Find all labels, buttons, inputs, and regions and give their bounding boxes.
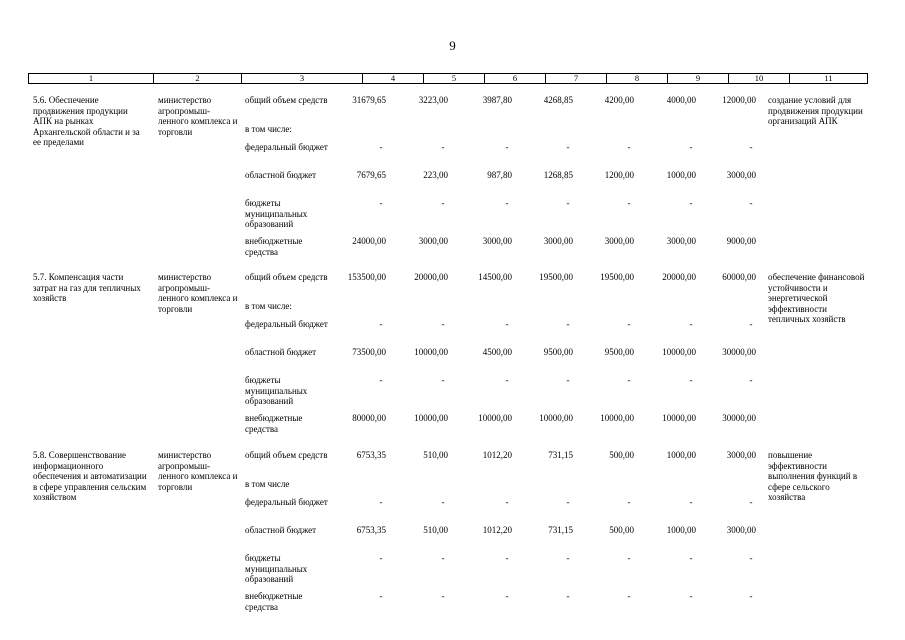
funding-value: -: [627, 319, 631, 329]
funding-value: 4200,00: [604, 95, 634, 105]
funding-value: 731,15: [548, 450, 573, 460]
header-col-8: 8: [606, 74, 667, 83]
funding-value: 10000,00: [662, 413, 696, 423]
funding-source-label: бюджеты муниципальных образований: [245, 553, 308, 584]
funding-value: 24000,00: [352, 236, 386, 246]
funding-source-label: федеральный бюджет: [245, 319, 328, 329]
funding-value: 3000,00: [726, 170, 756, 180]
funding-value: 3000,00: [543, 236, 573, 246]
funding-value: 3000,00: [482, 236, 512, 246]
funding-value: 30000,00: [722, 347, 756, 357]
funding-source-label: областной бюджет: [245, 347, 317, 357]
funding-value: -: [566, 553, 570, 563]
measure-title: 5.6. Обеспечение продвижения продукции АПК на рынках Архангельской области и за ее пределами: [33, 95, 140, 147]
funding-value: -: [379, 319, 383, 329]
funding-value: 20000,00: [414, 272, 448, 282]
funding-value: -: [441, 497, 445, 507]
funding-value: 20000,00: [662, 272, 696, 282]
funding-value: 10000,00: [539, 413, 573, 423]
header-col-1: 1: [88, 73, 94, 83]
funding-source-label: федеральный бюджет: [245, 497, 328, 507]
funding-value: 3987,80: [482, 95, 512, 105]
funding-value: -: [566, 375, 570, 385]
funding-value: -: [441, 591, 445, 601]
funding-source-label: внебюджетные средства: [245, 413, 303, 434]
funding-value: 510,00: [423, 450, 448, 460]
funding-value: 19500,00: [539, 272, 573, 282]
funding-value: -: [689, 553, 693, 563]
funding-value: -: [627, 497, 631, 507]
funding-value: 10000,00: [662, 347, 696, 357]
funding-value: -: [627, 591, 631, 601]
measure-title: 5.8. Совершенствование информационного обеспечения и автоматизации в сфере управления сельским хозяйством: [33, 450, 147, 502]
funding-value: 6753,35: [356, 525, 386, 535]
funding-value: 4268,85: [543, 95, 573, 105]
funding-value: -: [689, 497, 693, 507]
funding-source-label: в том числе:: [245, 124, 292, 134]
expected-result: создание условий для продвижения продукции организаций АПК: [768, 95, 863, 126]
funding-value: -: [505, 142, 509, 152]
funding-value: 510,00: [423, 525, 448, 535]
funding-value: 14500,00: [478, 272, 512, 282]
header-col-9: 9: [667, 74, 728, 83]
funding-value: 31679,65: [352, 95, 386, 105]
funding-value: 9500,00: [604, 347, 634, 357]
funding-value: 3000,00: [726, 525, 756, 535]
funding-value: 6753,35: [356, 450, 386, 460]
funding-value: -: [441, 198, 445, 208]
funding-source-label: общий объем средств: [245, 450, 328, 460]
funding-value: 30000,00: [722, 413, 756, 423]
funding-value: -: [505, 497, 509, 507]
funding-value: -: [689, 375, 693, 385]
funding-value: -: [749, 553, 753, 563]
funding-value: 60000,00: [722, 272, 756, 282]
funding-source-label: бюджеты муниципальных образований: [245, 375, 308, 406]
funding-source-label: бюджеты муниципальных образований: [245, 198, 308, 229]
funding-value: 1012,20: [482, 525, 512, 535]
expected-result: обеспечение финансовой устойчивости и энергетической эффективности тепличных хозяйств: [768, 272, 865, 324]
funding-value: 1000,00: [666, 450, 696, 460]
funding-value: -: [689, 591, 693, 601]
funding-source-label: в том числе: [245, 479, 290, 489]
funding-value: 80000,00: [352, 413, 386, 423]
measure-title: 5.7. Компенсация части затрат на газ для тепличных хозяйств: [33, 272, 141, 303]
funding-source-label: общий объем средств: [245, 272, 328, 282]
funding-value: -: [689, 142, 693, 152]
responsible-ministry: министерство агропромыш-ленного комплекса и торговли: [158, 95, 238, 137]
header-col-3: 3: [241, 74, 362, 83]
funding-value: -: [441, 375, 445, 385]
funding-value: -: [379, 553, 383, 563]
funding-value: -: [379, 198, 383, 208]
funding-value: -: [566, 319, 570, 329]
funding-value: 3223,00: [418, 95, 448, 105]
funding-value: -: [749, 198, 753, 208]
funding-value: -: [379, 591, 383, 601]
funding-value: 19500,00: [600, 272, 634, 282]
funding-value: 9000,00: [726, 236, 756, 246]
funding-value: 73500,00: [352, 347, 386, 357]
funding-value: -: [379, 375, 383, 385]
funding-value: -: [627, 142, 631, 152]
funding-value: 987,80: [487, 170, 512, 180]
funding-value: 731,15: [548, 525, 573, 535]
funding-value: -: [627, 375, 631, 385]
funding-value: -: [566, 142, 570, 152]
funding-value: -: [505, 375, 509, 385]
funding-value: -: [566, 497, 570, 507]
funding-value: -: [749, 497, 753, 507]
funding-value: 153500,00: [347, 272, 386, 282]
funding-value: 1000,00: [666, 525, 696, 535]
funding-source-label: в том числе:: [245, 301, 292, 311]
funding-value: 500,00: [609, 525, 634, 535]
funding-value: 3000,00: [666, 236, 696, 246]
funding-value: -: [689, 198, 693, 208]
header-col-2: 2: [153, 74, 241, 83]
funding-value: -: [379, 497, 383, 507]
funding-value: 3000,00: [418, 236, 448, 246]
funding-value: -: [566, 198, 570, 208]
funding-value: -: [749, 591, 753, 601]
funding-value: 3000,00: [604, 236, 634, 246]
funding-value: 10000,00: [414, 347, 448, 357]
header-col-4: 4: [362, 74, 423, 83]
funding-value: 9500,00: [543, 347, 573, 357]
funding-source-label: областной бюджет: [245, 170, 317, 180]
funding-value: -: [749, 142, 753, 152]
responsible-ministry: министерство агропромыш-ленного комплекса и торговли: [158, 450, 238, 492]
funding-value: -: [689, 319, 693, 329]
funding-value: -: [749, 319, 753, 329]
funding-value: 12000,00: [722, 95, 756, 105]
funding-value: 4000,00: [666, 95, 696, 105]
funding-value: 1012,20: [482, 450, 512, 460]
header-col-6: 6: [484, 74, 545, 83]
funding-value: 4500,00: [482, 347, 512, 357]
funding-value: 10000,00: [600, 413, 634, 423]
page-number: 9: [449, 38, 456, 53]
funding-value: -: [505, 319, 509, 329]
funding-value: 1000,00: [666, 170, 696, 180]
header-col-5: 5: [423, 74, 484, 83]
funding-value: -: [505, 198, 509, 208]
funding-value: -: [441, 319, 445, 329]
funding-value: 3000,00: [726, 450, 756, 460]
funding-value: -: [749, 375, 753, 385]
funding-value: -: [627, 553, 631, 563]
funding-value: -: [505, 553, 509, 563]
funding-value: 1268,85: [543, 170, 573, 180]
funding-source-label: общий объем средств: [245, 95, 328, 105]
funding-value: -: [379, 142, 383, 152]
table-header-row: [28, 73, 868, 84]
funding-value: 7679,65: [356, 170, 386, 180]
funding-source-label: областной бюджет: [245, 525, 317, 535]
header-col-11: 11: [789, 74, 867, 83]
funding-value: -: [627, 198, 631, 208]
funding-value: 10000,00: [478, 413, 512, 423]
funding-source-label: федеральный бюджет: [245, 142, 328, 152]
header-col-10: 10: [728, 74, 789, 83]
funding-value: -: [441, 553, 445, 563]
funding-value: -: [505, 591, 509, 601]
funding-source-label: внебюджетные средства: [245, 236, 303, 257]
funding-value: 500,00: [609, 450, 634, 460]
funding-value: 10000,00: [414, 413, 448, 423]
funding-value: 1200,00: [604, 170, 634, 180]
responsible-ministry: министерство агропромыш-ленного комплекса и торговли: [158, 272, 238, 314]
funding-source-label: внебюджетные средства: [245, 591, 303, 612]
funding-value: -: [441, 142, 445, 152]
funding-value: 223,00: [423, 170, 448, 180]
expected-result: повышение эффективности выполнения функций в сфере сельского хозяйства: [768, 450, 858, 502]
funding-value: -: [566, 591, 570, 601]
header-col-7: 7: [545, 74, 606, 83]
